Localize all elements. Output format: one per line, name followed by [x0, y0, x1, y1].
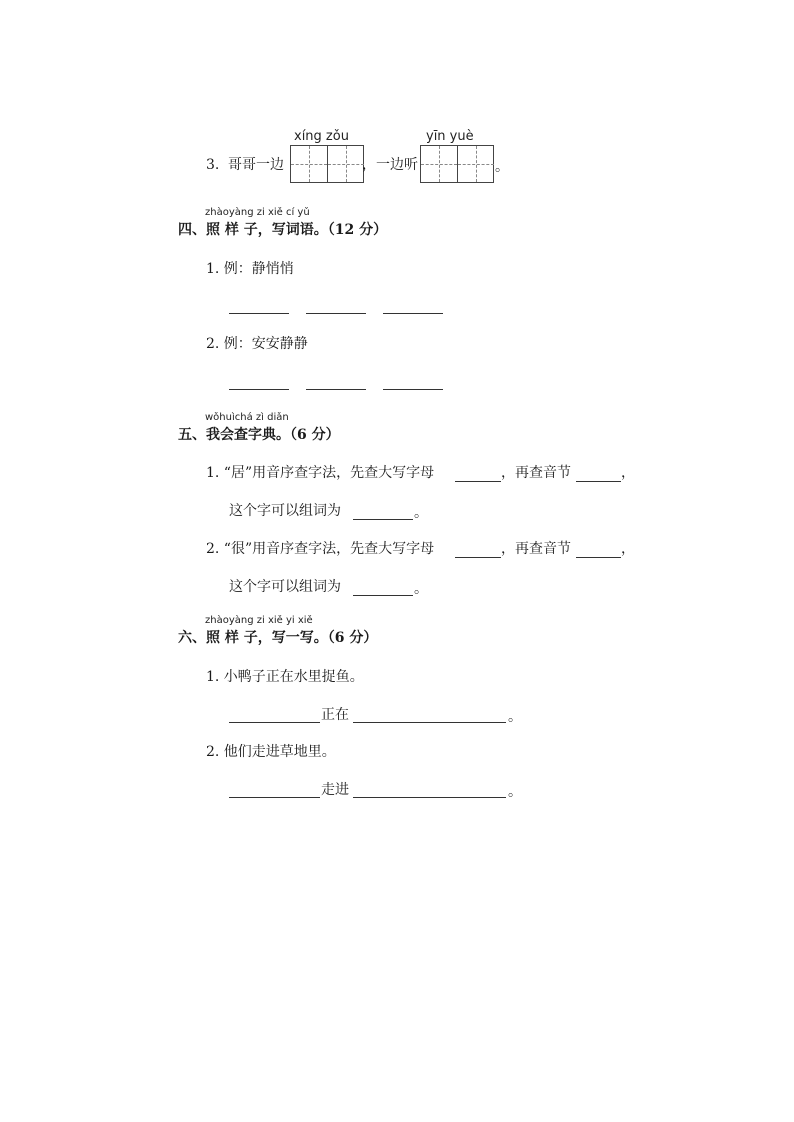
- section5-item2-word-blank[interactable]: [353, 595, 413, 596]
- q3-comma-text: ，一边听: [362, 157, 418, 173]
- section5-item1-word-blank[interactable]: [353, 519, 413, 520]
- section4-item2-blank-3[interactable]: [383, 389, 443, 390]
- section5-heading: 五、我会查字典。（6 分）: [178, 427, 340, 443]
- section6-item1-sentence: 1. 小鸭子正在水里捉鱼。: [206, 669, 364, 685]
- section5-item1-end: 。: [414, 505, 428, 521]
- q3-writing-box-2[interactable]: [420, 145, 494, 183]
- section4-item2-blank-1[interactable]: [229, 389, 289, 390]
- section5-item1-line2: 这个字可以组词为: [229, 503, 341, 519]
- section4-item1-label: 1. 例：静悄悄: [206, 261, 294, 277]
- pinyin-xing-zou: xíng zǒu: [294, 129, 349, 144]
- section5-item2-line1a: 2. “很”用音序查字法，先查大写字母: [206, 541, 435, 557]
- section6-item1-connector: 正在: [321, 707, 349, 723]
- q3-number: 3.: [206, 157, 220, 173]
- section6-pinyin: zhàoyàng zi xiě yi xiě: [205, 615, 313, 626]
- section5-item2-line1c: ，: [621, 541, 635, 557]
- section5-item1-letter-blank[interactable]: [455, 481, 501, 482]
- section6-item1-action-blank[interactable]: [353, 722, 506, 723]
- section5-item2-end: 。: [414, 581, 428, 597]
- q3-writing-box-1[interactable]: [290, 145, 364, 183]
- section6-heading: 六、照 样 子，写一写。（6 分）: [178, 630, 378, 646]
- section5-item2-syllable-blank[interactable]: [576, 557, 621, 558]
- section6-item1-subject-blank[interactable]: [229, 722, 320, 723]
- section5-item1-line1b: ，再查音节: [501, 465, 571, 481]
- section5-item1-line1c: ，: [621, 465, 635, 481]
- q3-end-mark: 。: [495, 159, 509, 175]
- section6-item1-end: 。: [508, 709, 522, 725]
- section5-item2-letter-blank[interactable]: [455, 557, 501, 558]
- pinyin-yin-yue: yīn yuè: [426, 129, 474, 144]
- q3-text-before: 哥哥一边: [228, 157, 284, 173]
- section4-heading: 四、照 样 子，写词语。（12 分）: [178, 222, 388, 238]
- section4-item2-blank-2[interactable]: [306, 389, 366, 390]
- section6-item2-subject-blank[interactable]: [229, 797, 320, 798]
- section5-item2-line1b: ，再查音节: [501, 541, 571, 557]
- section5-item2-line2: 这个字可以组词为: [229, 579, 341, 595]
- section5-pinyin: wǒhuìchá zì diǎn: [205, 412, 289, 423]
- section6-item2-place-blank[interactable]: [353, 797, 506, 798]
- section4-item1-blank-1[interactable]: [229, 313, 289, 314]
- section4-pinyin: zhàoyàng zi xiě cí yǔ: [205, 207, 310, 218]
- section6-item2-connector: 走进: [321, 782, 349, 798]
- section4-item1-blank-3[interactable]: [383, 313, 443, 314]
- section6-item2-end: 。: [508, 784, 522, 800]
- section5-item1-line1a: 1. “居”用音序查字法，先查大写字母: [206, 465, 435, 481]
- section5-item1-syllable-blank[interactable]: [576, 481, 621, 482]
- section6-item2-sentence: 2. 他们走进草地里。: [206, 744, 336, 760]
- section4-item2-label: 2. 例：安安静静: [206, 336, 308, 352]
- section4-item1-blank-2[interactable]: [306, 313, 366, 314]
